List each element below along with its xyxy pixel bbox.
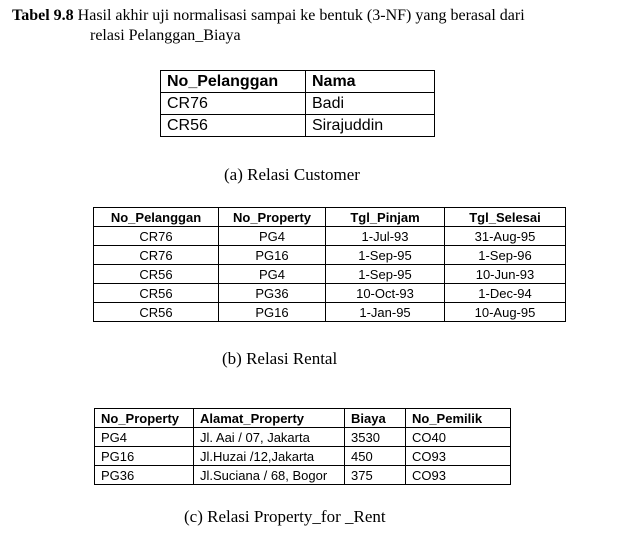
table-cell: 375 [345,466,406,485]
column-header: No_Property [95,409,194,428]
column-header: Tgl_Selesai [445,208,566,227]
table-cell: CR56 [94,265,219,284]
table-cell: CO93 [406,447,511,466]
table-cell: 450 [345,447,406,466]
table-cell: 1-Sep-95 [326,246,445,265]
table-cell: PG16 [95,447,194,466]
table-row [95,428,511,447]
property-caption: (c) Relasi Property_for _Rent [184,507,386,526]
table-cell: CO93 [406,466,511,485]
column-header: No_Pelanggan [94,208,219,227]
table-cell: 1-Jan-95 [326,303,445,322]
table-cell: PG4 [95,428,194,447]
table-cell: CR76 [94,246,219,265]
table-row [94,227,566,246]
table-header-row [94,208,566,227]
table-cell: 1-Jul-93 [326,227,445,246]
table-cell: Sirajuddin [306,115,435,137]
column-header: No_Pelanggan [161,71,306,93]
caption-label: Tabel 9.8 [12,7,74,24]
table-cell: CR76 [161,93,306,115]
column-header: Alamat_Property [194,409,345,428]
table-row [95,466,511,485]
column-header: No_Pemilik [406,409,511,428]
column-header: Nama [306,71,435,93]
column-header: Tgl_Pinjam [326,208,445,227]
table-cell: CR56 [94,303,219,322]
table-row [94,265,566,284]
table-row [94,303,566,322]
table-row [161,115,435,137]
table-row [95,447,511,466]
table-cell: PG16 [219,303,326,322]
table-cell: CR56 [161,115,306,137]
table-cell: 1-Sep-96 [445,246,566,265]
table-cell: 31-Aug-95 [445,227,566,246]
table-cell: PG4 [219,265,326,284]
table-cell: 3530 [345,428,406,447]
table-cell: 1-Dec-94 [445,284,566,303]
rental-table [93,207,566,322]
table-cell: Jl.Suciana / 68, Bogor [194,466,345,485]
table-row [94,284,566,303]
table-cell: Jl. Aai / 07, Jakarta [194,428,345,447]
table-cell: CR56 [94,284,219,303]
table-header-row [95,409,511,428]
table-row [161,93,435,115]
table-cell: PG36 [219,284,326,303]
table-cell: 10-Oct-93 [326,284,445,303]
table-cell: Badi [306,93,435,115]
rental-caption: (b) Relasi Rental [222,349,338,368]
table-cell: CR76 [94,227,219,246]
table-cell: PG4 [219,227,326,246]
caption-text-line2: relasi Pelanggan_Biaya [90,27,241,44]
table-cell: 1-Sep-95 [326,265,445,284]
table-cell: 10-Aug-95 [445,303,566,322]
table-cell: CO40 [406,428,511,447]
table-cell: 10-Jun-93 [445,265,566,284]
column-header: Biaya [345,409,406,428]
table-cell: PG36 [95,466,194,485]
property-table [94,408,511,485]
table-cell: Jl.Huzai /12,Jakarta [194,447,345,466]
column-header: No_Property [219,208,326,227]
table-row [94,246,566,265]
table-caption [12,6,632,46]
table-header-row [161,71,435,93]
caption-text-line1: Hasil akhir uji normalisasi sampai ke bentuk (3-NF) yang berasal dari [73,7,525,24]
table-cell: PG16 [219,246,326,265]
customer-table [160,70,435,137]
customer-caption: (a) Relasi Customer [224,165,360,184]
